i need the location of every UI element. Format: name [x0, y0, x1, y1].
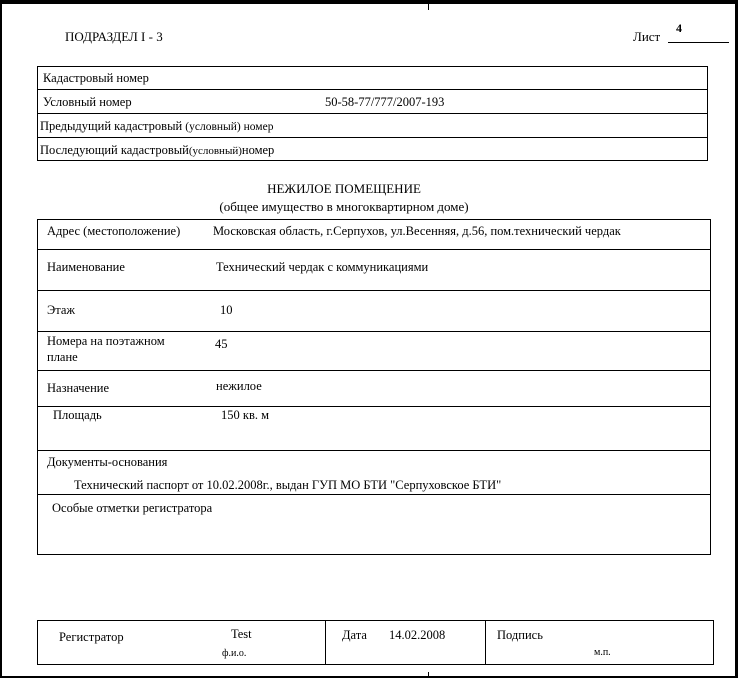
next-number-label: Последующий кадастровый(условный)номер	[40, 143, 275, 157]
name-value: Технический чердак с коммуникациями	[216, 260, 429, 274]
sheet-label: Лист	[633, 29, 661, 44]
conditional-number-label: Условный номер	[43, 95, 132, 109]
documents-label: Документы-основания	[47, 455, 168, 469]
details-row-divider	[37, 494, 711, 495]
purpose-value: нежилое	[216, 379, 262, 393]
cadastral-number-label: Кадастровый номер	[43, 71, 149, 85]
plan-numbers-label-line1: Номера на поэтажном	[47, 334, 165, 348]
details-row-divider	[37, 406, 711, 407]
area-label: Площадь	[53, 408, 102, 422]
registrar-caption: ф.и.о.	[222, 648, 247, 659]
signature-label: Подпись	[497, 628, 543, 642]
cadastral-row-divider	[37, 137, 708, 138]
page-frame-left	[0, 0, 2, 678]
previous-number-label: Предыдущий кадастровый (условный) номер	[40, 119, 274, 133]
address-label: Адрес (местоположение)	[47, 224, 181, 238]
ruler-tick	[428, 672, 429, 678]
name-label: Наименование	[47, 260, 125, 274]
conditional-number-value: 50-58-77/777/2007-193	[325, 95, 445, 109]
floor-label: Этаж	[47, 303, 76, 317]
documents-value: Технический паспорт от 10.02.2008г., выдан ГУП МО БТИ "Серпуховское БТИ"	[74, 478, 502, 492]
subsection-title: ПОДРАЗДЕЛ I - 3	[65, 29, 163, 44]
details-row-divider	[37, 290, 711, 291]
signature-table	[37, 620, 714, 665]
sheet-number: 4	[676, 21, 682, 35]
address-value: Московская область, г.Серпухов, ул.Весенняя, д.56, пом.технический чердак	[213, 224, 621, 238]
details-row-divider	[37, 249, 711, 250]
signature-col-divider	[485, 620, 486, 665]
document-title: НЕЖИЛОЕ ПОМЕЩЕНИЕ	[267, 181, 421, 196]
date-label: Дата	[342, 628, 367, 642]
document-subtitle: (общее имущество в многоквартирном доме)	[219, 199, 469, 214]
registrar-label: Регистратор	[59, 630, 124, 644]
floor-value: 10	[220, 303, 233, 317]
sheet-number-underline	[668, 42, 729, 43]
registrar-notes-label: Особые отметки регистратора	[52, 501, 213, 515]
signature-col-divider	[325, 620, 326, 665]
registrar-name: Test	[231, 627, 252, 641]
plan-numbers-label-line2: плане	[47, 350, 78, 364]
cadastral-row-divider	[37, 113, 708, 114]
cadastral-row-divider	[37, 89, 708, 90]
seal-caption: м.п.	[594, 647, 611, 658]
date-value: 14.02.2008	[389, 628, 446, 642]
page-frame-top	[0, 0, 738, 4]
ruler-tick	[428, 4, 429, 10]
details-row-divider	[37, 370, 711, 371]
details-row-divider	[37, 331, 711, 332]
details-row-divider	[37, 450, 711, 451]
plan-numbers-value: 45	[215, 337, 228, 351]
purpose-label: Назначение	[47, 381, 110, 395]
area-value: 150 кв. м	[221, 408, 270, 422]
